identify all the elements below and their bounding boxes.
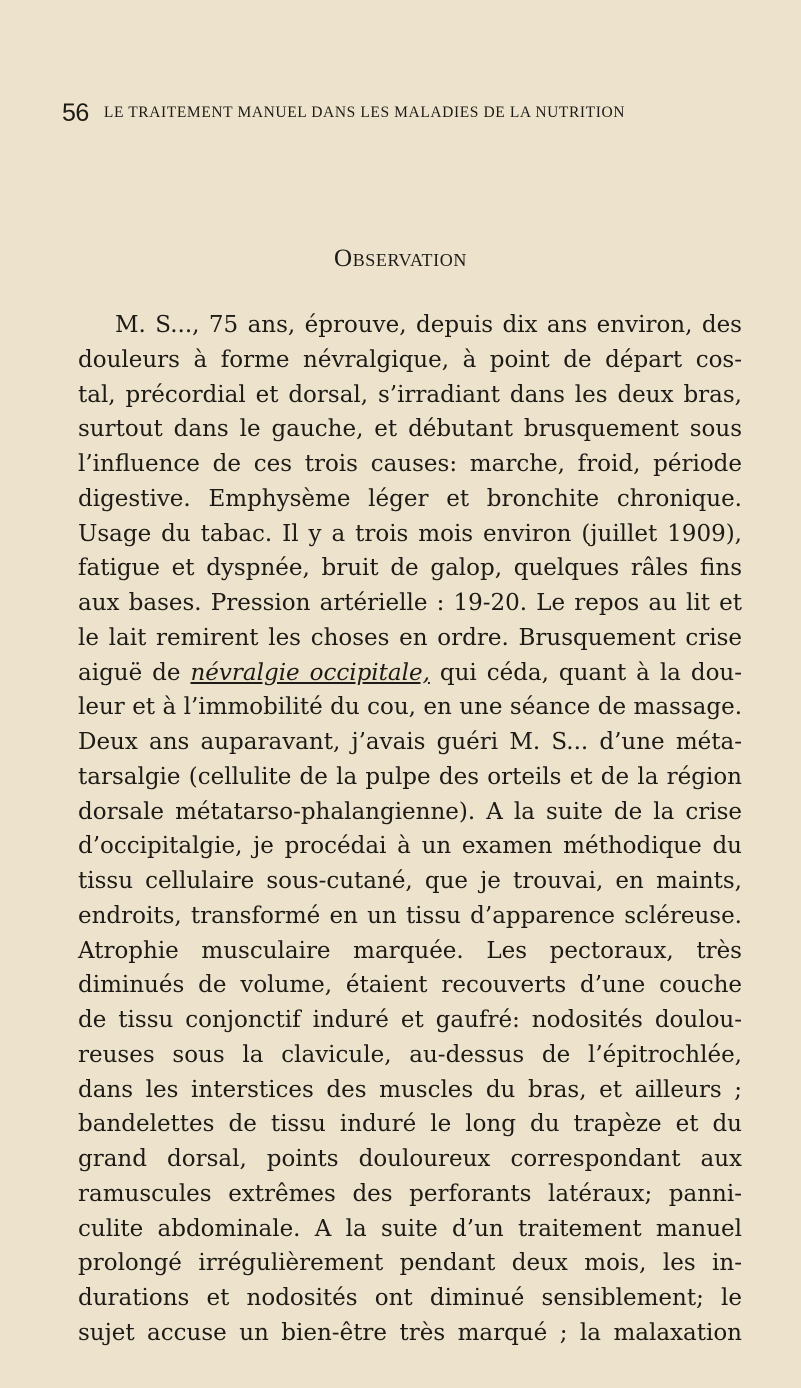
- section-heading: Observation: [334, 245, 467, 272]
- text-line: M. S..., 75 ans, éprouve, depuis dix ans environ, des: [115, 312, 742, 338]
- text-line: diminués de volume, étaient recouverts d’une couche: [78, 972, 742, 999]
- page-number: 56: [62, 99, 89, 127]
- text-segment: qui céda, quant à la dou-: [439, 659, 743, 686]
- text-segment: aiguë de: [78, 659, 181, 686]
- text-line: prolongé irrégulièrement pendant deux mois, les in-: [78, 1250, 742, 1277]
- text-line: reuses sous la clavicule, au-dessus de l’épitrochlée,: [78, 1041, 742, 1068]
- text-line: leur et à l’immobilité du cou, en une séance de massage.: [78, 694, 742, 721]
- text-line: dans les interstices des muscles du bras, et ailleurs ;: [78, 1076, 742, 1103]
- text-line: tarsalgie (cellulite de la pulpe des orteils et de la région: [78, 763, 742, 790]
- text-line: tal, précordial et dorsal, s’irradiant dans les deux bras,: [78, 381, 742, 408]
- text-line: sujet accuse un bien-être très marqué ; la malaxation: [78, 1319, 742, 1346]
- text-line: douleurs à forme névralgique, à point de départ cos-: [78, 346, 742, 373]
- emphasis-text: névralgie occipitale,: [190, 659, 430, 686]
- text-line: ramuscules extrêmes des perforants latéraux; panni-: [78, 1180, 742, 1207]
- text-line: d’occipitalgie, je procédai à un examen méthodique du: [78, 833, 742, 860]
- running-title: LE TRAITEMENT MANUEL DANS LES MALADIES DE LA NUTRITION: [103, 104, 626, 121]
- text-line: le lait remirent les choses en ordre. Brusquement crise: [78, 624, 742, 651]
- text-line: aux bases. Pression artérielle : 19-20. Le repos au lit et: [78, 590, 742, 616]
- text-line: durations et nodosités ont diminué sensiblement; le: [78, 1285, 742, 1311]
- text-line: fatigue et dyspnée, bruit de galop, quelques râles fins: [78, 555, 742, 582]
- text-line: Usage du tabac. Il y a trois mois environ (juillet 1909),: [78, 520, 742, 547]
- text-line: de tissu conjonctif induré et gaufré: nodosités doulou-: [78, 1007, 742, 1033]
- text-line: Deux ans auparavant, j’avais guéri M. S... d’une méta-: [78, 729, 742, 755]
- text-line: surtout dans le gauche, et débutant brusquement sous: [78, 416, 742, 443]
- text-line: culite abdominale. A la suite d’un traitement manuel: [78, 1215, 742, 1242]
- text-line: Atrophie musculaire marquée. Les pectoraux, très: [78, 937, 742, 964]
- running-head: [62, 98, 742, 128]
- text-line: grand dorsal, points douloureux correspondant aux: [78, 1146, 742, 1172]
- text-line: tissu cellulaire sous-cutané, que je trouvai, en maints,: [78, 868, 742, 894]
- text-line: endroits, transformé en un tissu d’apparence scléreuse.: [78, 902, 742, 929]
- text-line: bandelettes de tissu induré le long du trapèze et du: [78, 1111, 742, 1138]
- text-line: digestive. Emphysème léger et bronchite chronique.: [78, 485, 742, 512]
- text-line-with-emphasis: [78, 656, 742, 691]
- body-text: [78, 308, 742, 1351]
- text-line: l’influence de ces trois causes: marche, froid, période: [78, 451, 742, 477]
- text-line: dorsale métatarso-phalangienne). A la suite de la crise: [78, 798, 742, 825]
